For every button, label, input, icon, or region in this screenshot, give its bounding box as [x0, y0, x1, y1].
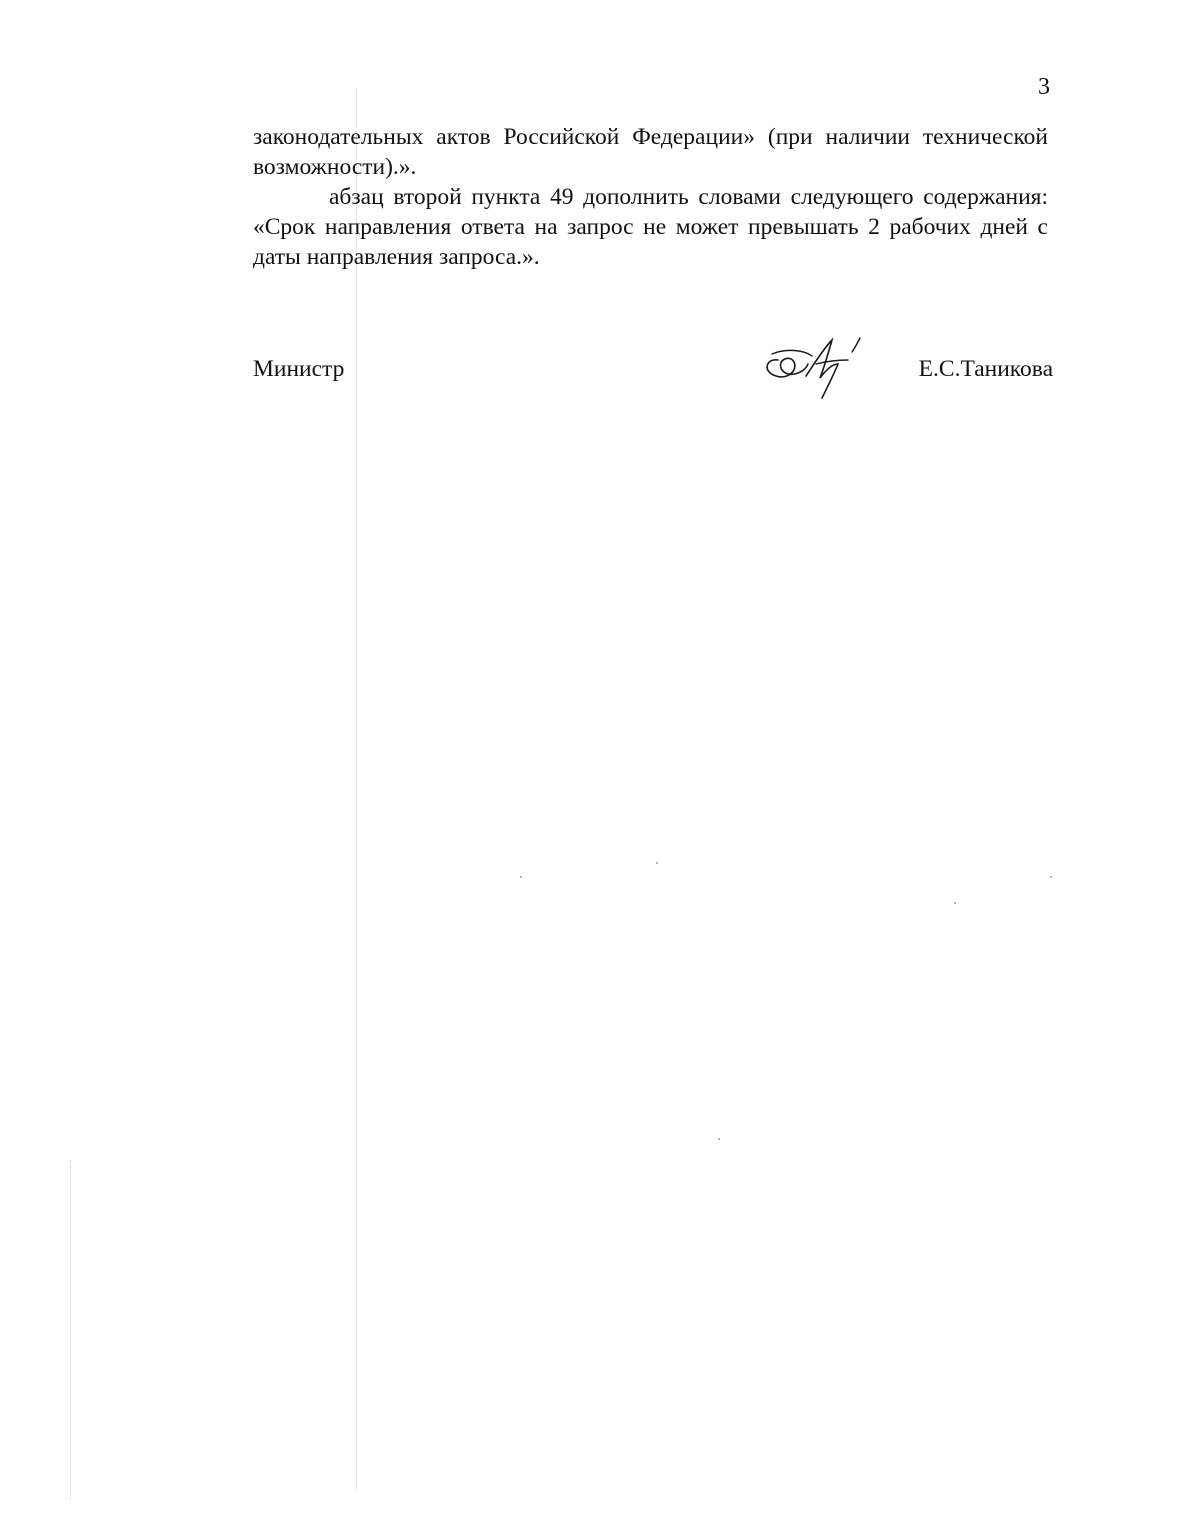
paragraph: абзац второй пункта 49 дополнить словами следующего содержания: «Срок направления ответа на запрос не может превышать 2 рабочих дней с даты направления запроса.».	[253, 184, 1048, 270]
signature-block	[253, 356, 1053, 406]
scan-artifact-dot	[718, 1138, 720, 1140]
paragraph: законодательных актов Российской Федерации» (при наличии технической возможности).».	[253, 124, 1048, 180]
handwritten-signature	[758, 334, 878, 404]
page-number: 3	[1038, 74, 1050, 100]
signer-title: Министр	[253, 356, 345, 382]
scan-artifact-line	[70, 1160, 71, 1500]
body-text	[253, 122, 1048, 272]
scan-artifact-line	[356, 90, 357, 1490]
scan-artifact-dot	[954, 902, 956, 904]
scan-artifact-dot	[520, 876, 522, 878]
scan-artifact-dot	[656, 862, 658, 864]
scan-artifact-dot	[1050, 876, 1052, 878]
signer-name: Е.С.Таникова	[918, 356, 1053, 382]
